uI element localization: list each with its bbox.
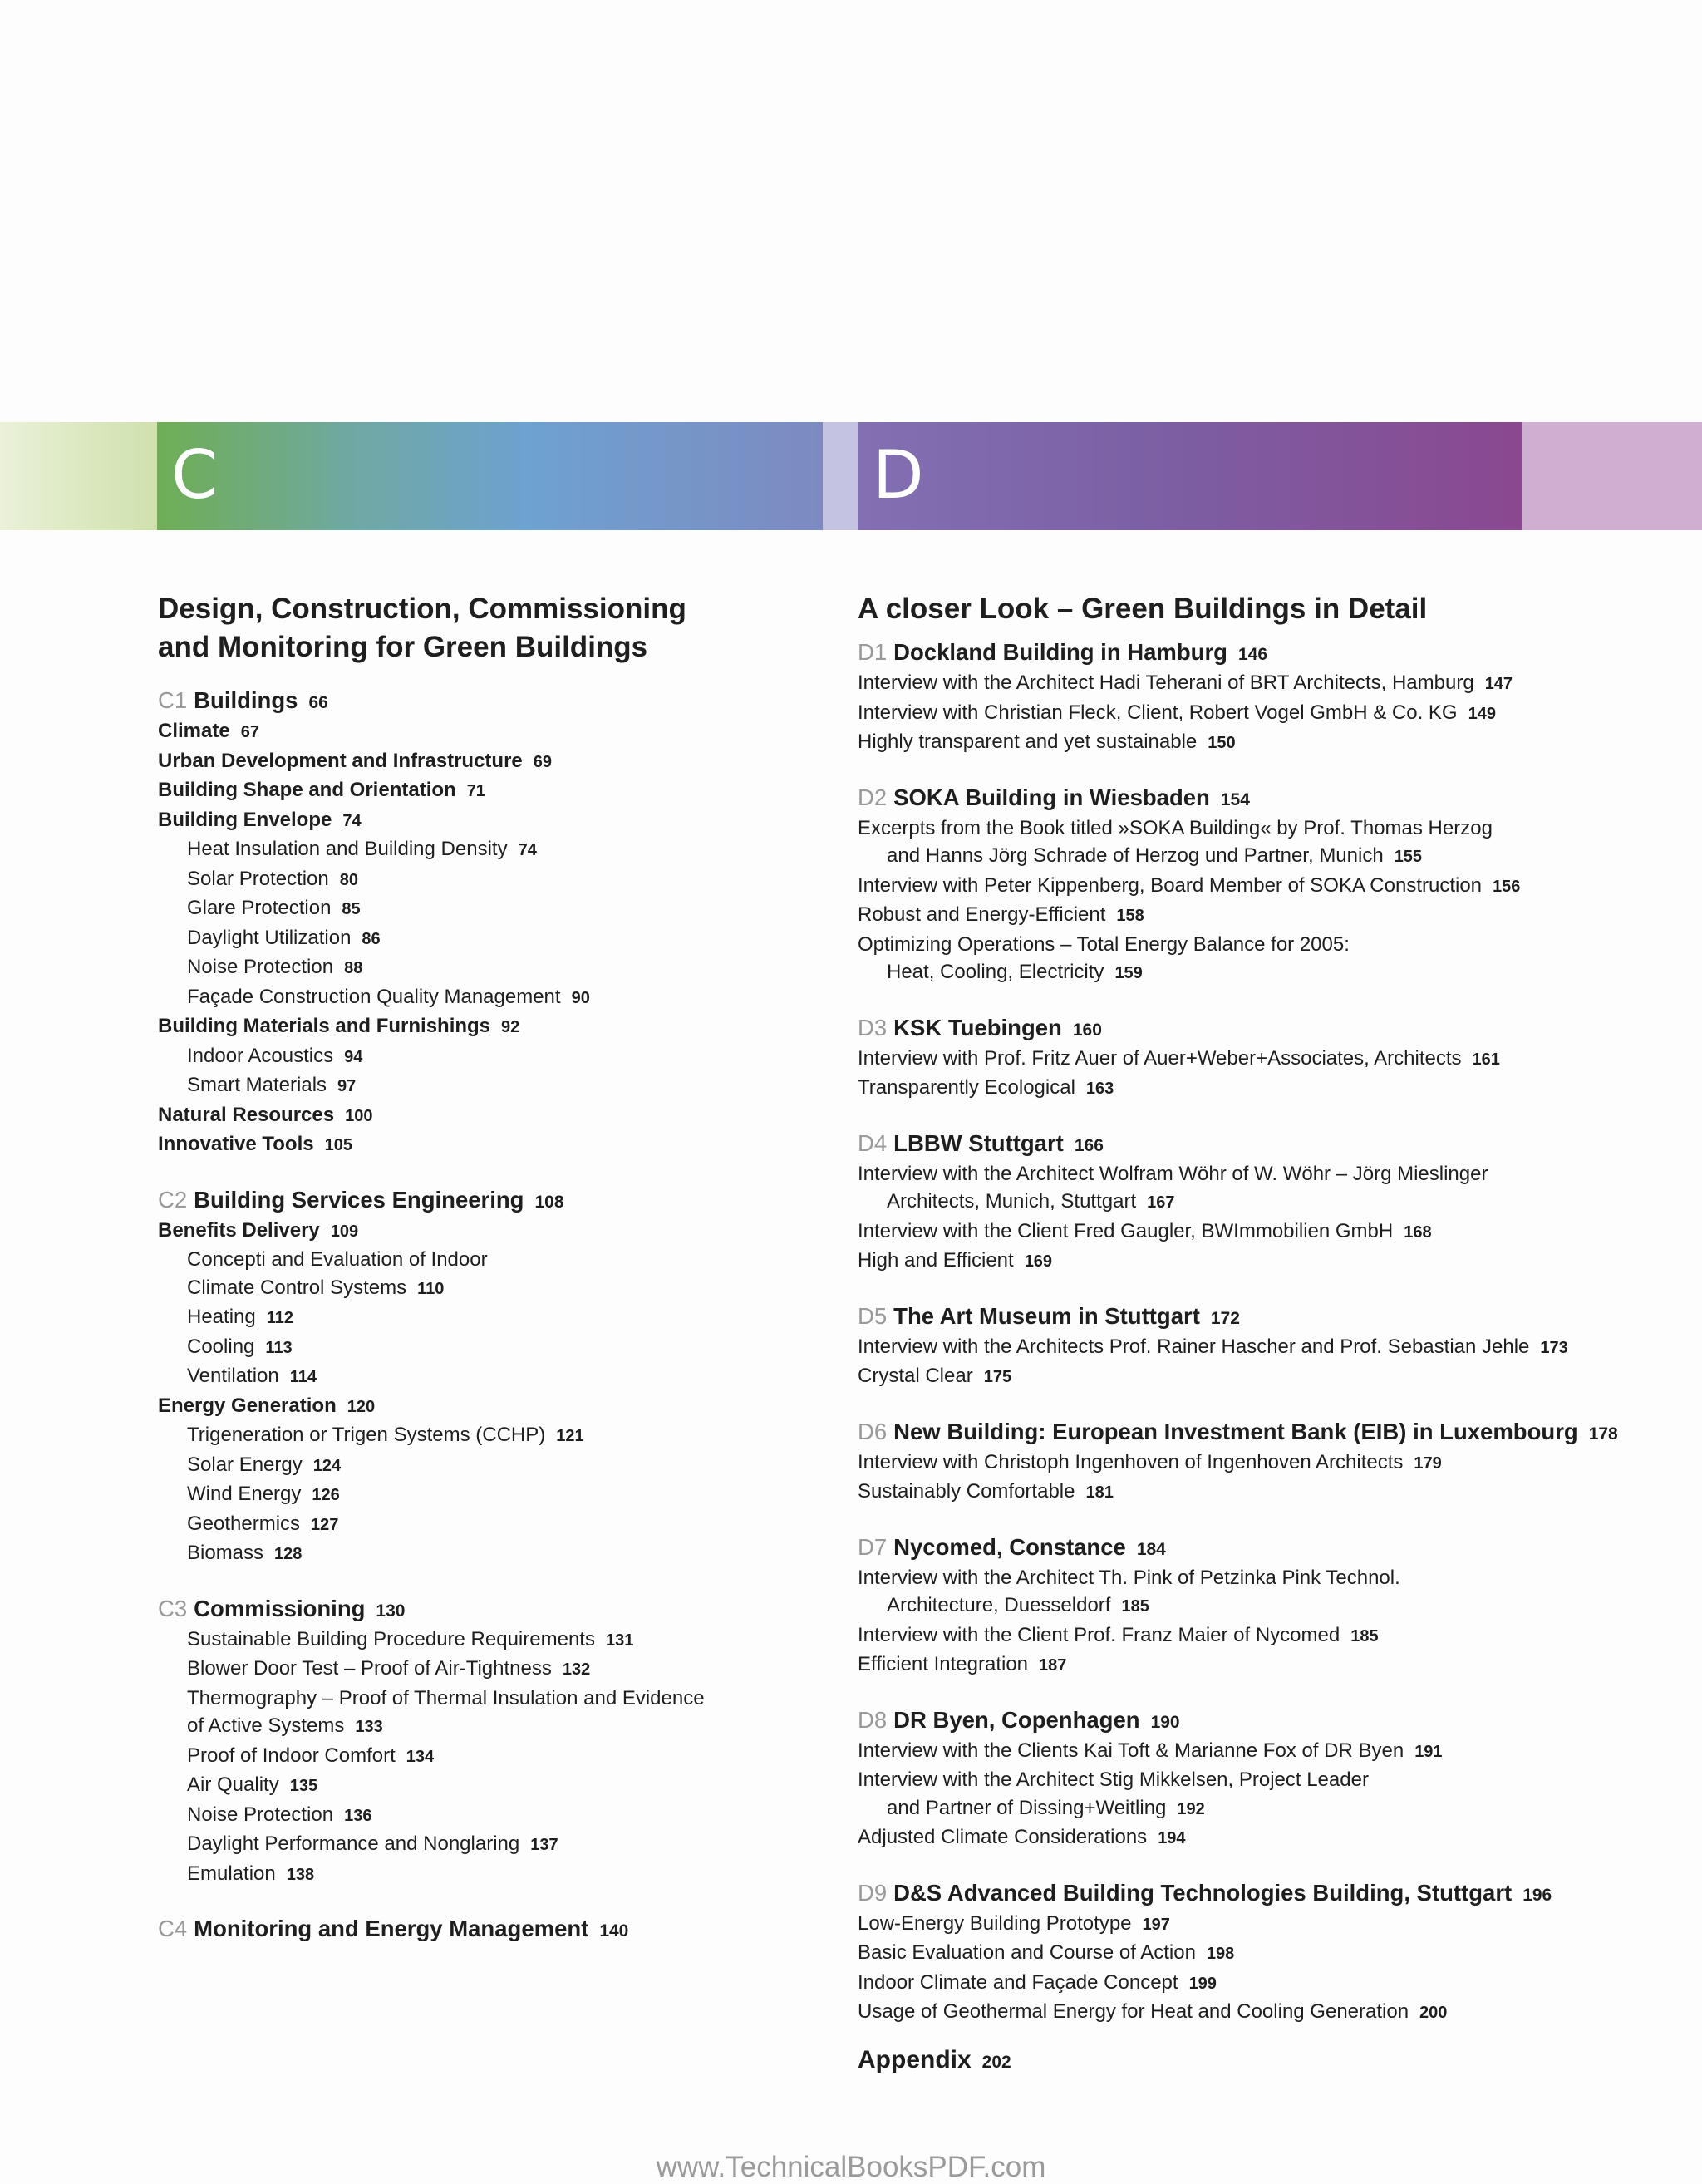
entry-page: 197 [1142,1915,1170,1934]
entry-title: Architects, Munich, Stuttgart [887,1190,1137,1213]
toc-entry[interactable] [858,1737,1689,1767]
toc-entry[interactable] [858,1333,1689,1363]
band-divider [823,422,858,530]
entry-page: 128 [274,1545,303,1563]
entry-page: 71 [466,782,485,800]
toc-section-d9 [858,1879,1689,2028]
section-heading[interactable] [858,638,1689,669]
entry-page: 126 [312,1486,340,1504]
section-code: C3 [158,1595,188,1621]
entry-title: Wind Energy [187,1483,302,1505]
entry-page: 69 [533,752,552,771]
entry-page: 120 [347,1397,376,1416]
entry-title: Interview with the Clients Kai Toft & Marianne Fox of DR Byen [858,1739,1404,1762]
section-heading[interactable] [858,784,1689,814]
entry-title: Innovative Tools [158,1133,314,1155]
section-gap [858,988,1689,1014]
toc-title-d [858,590,1689,628]
toc-entry[interactable] [858,901,1689,931]
toc-entry[interactable] [858,958,1689,988]
entry-title: Sustainably Comfortable [858,1480,1075,1503]
toc-entry[interactable] [158,1042,823,1072]
entry-page: 156 [1493,877,1521,896]
entry-page: 94 [344,1047,363,1066]
toc-column-d [858,590,1689,2074]
toc-section-d2 [858,784,1689,988]
entry-page: 198 [1206,1945,1235,1963]
appendix-entry[interactable] [858,2046,1689,2074]
section-page: 160 [1072,1020,1102,1040]
chapter-c-band [157,422,823,530]
appendix-page: 202 [981,2052,1011,2072]
entry-title: Benefits Delivery [158,1218,320,1242]
section-page: 154 [1220,789,1250,809]
toc-entry[interactable] [158,1655,823,1685]
section-heading[interactable] [858,1014,1689,1045]
entry-page: 163 [1085,1080,1114,1098]
toc-entry[interactable] [158,1421,823,1451]
entry-title: Cooling [187,1335,255,1358]
entry-title: Interview with the Architect Hadi Teherani of BRT Architects, Hamburg [858,671,1474,694]
section-heading[interactable] [858,1418,1689,1449]
section-heading[interactable] [858,1533,1689,1564]
toc-entry[interactable] [158,1274,823,1304]
toc-entry[interactable] [858,1969,1689,1999]
section-title: Dockland Building in Hamburg [893,639,1227,665]
toc-section-d1 [858,638,1689,758]
entry-page: 86 [362,929,381,948]
entry-title: Urban Development and Infrastructure [158,749,523,772]
entry-page: 136 [344,1806,372,1825]
toc-entry[interactable] [158,1771,823,1801]
entry-page: 155 [1394,848,1423,866]
section-gap [858,1853,1689,1879]
toc-entry[interactable] [158,1012,823,1042]
entry-title: Smart Materials [187,1074,327,1096]
toc-entry[interactable] [158,924,823,954]
entry-title: Indoor Climate and Façade Concept [858,1970,1178,1994]
entry-title: of Active Systems [187,1714,345,1737]
toc-entry[interactable] [158,983,823,1013]
toc-entry[interactable] [158,1451,823,1481]
section-title: SOKA Building in Wiesbaden [893,784,1210,810]
toc-section-c1 [158,686,823,1160]
toc-entry[interactable] [858,1823,1689,1853]
entry-page: 85 [342,900,361,918]
entry-page: 80 [339,870,359,889]
entry-title: Transparently Ecological [858,1076,1075,1099]
entry-title: Indoor Acoustics [187,1044,334,1067]
entry-page: 158 [1116,907,1144,925]
entry-page: 161 [1472,1050,1500,1069]
entry-title: Interview with the Architects Prof. Rainer Hascher and Prof. Sebastian Jehle [858,1335,1530,1358]
entry-page: 187 [1039,1656,1067,1675]
entry-page: 92 [501,1018,520,1036]
toc-entry[interactable] [158,806,823,836]
entry-title: Sustainable Building Procedure Requirements [187,1627,595,1650]
section-heading[interactable] [858,1706,1689,1737]
entry-title: Interview with the Client Prof. Franz Maier of Nycomed [858,1623,1340,1646]
toc-entry[interactable] [858,1939,1689,1969]
section-title: Commissioning [194,1595,366,1621]
toc-entry[interactable] [858,1794,1689,1824]
entry-page: 74 [518,841,537,859]
toc-entry[interactable] [158,835,823,865]
section-page: 140 [599,1921,629,1941]
toc-entry[interactable] [858,728,1689,758]
entry-title: Emulation [187,1862,276,1885]
entry-page: 134 [406,1747,435,1766]
section-gap [858,1392,1689,1418]
entry-title: Solar Energy [187,1453,303,1476]
entry-title: Highly transparent and yet sustainable [858,730,1198,753]
toc-entry[interactable] [158,1101,823,1131]
entry-title: Interview with the Architect Wolfram Wöhr of W. Wöhr – Jörg Mieslinger [858,1162,1488,1185]
entry-title: Interview with the Architect Th. Pink of Petzinka Pink Technol. [858,1566,1400,1589]
entry-page: 173 [1540,1338,1568,1357]
entry-title: Interview with the Architect Stig Mikkelsen, Project Leader [858,1768,1369,1791]
section-title: Buildings [194,687,298,713]
entry-title: Climate [158,720,230,742]
toc-entry[interactable] [858,1621,1689,1651]
toc-entry[interactable] [858,1160,1689,1188]
toc-entry[interactable] [158,1333,823,1363]
toc-title-line: Design, Construction, Commissioning [158,593,686,625]
entry-title: Low-Energy Building Prototype [858,1911,1132,1935]
entry-page: 90 [571,988,590,1007]
entry-page: 175 [983,1368,1012,1386]
entry-page: 169 [1024,1252,1053,1271]
section-heading[interactable] [158,1186,823,1217]
entry-title: Façade Construction Quality Management [187,985,561,1008]
entry-title: Trigeneration or Trigen Systems (CCHP) [187,1424,546,1446]
chapter-letter-c: C [171,436,218,514]
entry-page: 150 [1208,734,1236,752]
section-title: The Art Museum in Stuttgart [893,1302,1200,1329]
chapter-letter-d: D [873,436,924,514]
entry-title: Robust and Energy-Efficient [858,903,1106,926]
section-code: D5 [858,1302,888,1329]
toc-section-d3 [858,1014,1689,1104]
entry-title: Optimizing Operations – Total Energy Balance for 2005: [858,932,1350,956]
section-gap [858,1508,1689,1533]
section-code: C2 [158,1186,188,1213]
toc-entry[interactable] [858,1188,1689,1217]
toc-entry[interactable] [158,1712,823,1742]
entry-page: 131 [605,1631,634,1650]
band-left-fade [0,422,157,530]
section-title: Building Services Engineering [194,1186,524,1213]
entry-title: Daylight Performance and Nonglaring [187,1832,520,1855]
entry-title: Crystal Clear [858,1365,973,1387]
toc-section-d4 [858,1129,1689,1276]
section-code: D7 [858,1533,888,1560]
section-page: 190 [1150,1712,1180,1732]
entry-title: Geothermics [187,1512,301,1535]
section-title: New Building: European Investment Bank (EIB) in Luxembourg [893,1418,1578,1444]
entry-page: 135 [289,1777,318,1795]
section-page: 130 [376,1601,406,1621]
toc-section-d5 [858,1302,1689,1392]
toc-entry[interactable] [858,1564,1689,1592]
toc-entry[interactable] [158,1510,823,1540]
entry-page: 185 [1121,1597,1149,1616]
section-page: 172 [1210,1308,1240,1328]
entry-page: 113 [265,1338,293,1357]
toc-section-d6 [858,1418,1689,1508]
section-page: 166 [1074,1135,1104,1155]
toc-entry[interactable] [158,1217,823,1247]
entry-title: Energy Generation [158,1394,337,1417]
entry-page: 100 [345,1106,373,1125]
entry-title: Thermography – Proof of Thermal Insulation and Evidence [187,1686,705,1709]
entry-page: 137 [530,1836,558,1854]
section-code: D3 [858,1014,888,1040]
section-title: D&S Advanced Building Technologies Building, Stuttgart [893,1879,1513,1906]
entry-title: Building Envelope [158,808,332,831]
toc-section-d8 [858,1706,1689,1853]
entry-page: 109 [330,1222,359,1241]
toc-entry[interactable] [158,894,823,924]
band-right-fade [1522,422,1702,530]
section-page: 66 [308,693,328,712]
entry-title: Interview with Christoph Ingenhoven of Ingenhoven Architects [858,1450,1404,1473]
section-gap [158,1889,823,1915]
toc-entry[interactable] [158,747,823,777]
toc-entry[interactable] [158,1362,823,1392]
entry-page: 168 [1404,1222,1432,1242]
toc-entry[interactable] [858,814,1689,843]
toc-section-c4 [158,1915,823,1945]
section-heading[interactable] [158,1595,823,1626]
toc-entry[interactable] [858,1247,1689,1276]
entry-title: Basic Evaluation and Course of Action [858,1941,1196,1964]
section-heading[interactable] [158,1915,823,1945]
entry-title: Biomass [187,1542,264,1564]
toc-entry[interactable] [158,1480,823,1510]
entry-title: Concepti and Evaluation of Indoor [187,1248,488,1271]
toc-title-c [158,590,823,667]
entry-page: 88 [344,959,363,977]
toc-entry[interactable] [858,1998,1689,2028]
toc-entry[interactable] [158,1071,823,1101]
entry-title: Interview with Prof. Fritz Auer of Auer+Weber+Associates, Architects [858,1046,1462,1070]
toc-entry[interactable] [858,1074,1689,1104]
entry-title: High and Efficient [858,1249,1014,1272]
section-code: D1 [858,639,888,665]
section-title: Nycomed, Constance [893,1533,1126,1560]
entry-page: 132 [562,1660,591,1679]
toc-entry[interactable] [858,1045,1689,1075]
entry-page: 179 [1414,1454,1442,1473]
entry-title: Glare Protection [187,897,332,919]
entry-page: 121 [556,1427,584,1445]
section-code: C4 [158,1916,188,1941]
footer-watermark: www.TechnicalBooksPDF.com [656,2151,1046,2183]
entry-title: Climate Control Systems [187,1276,407,1299]
section-title: KSK Tuebingen [893,1014,1062,1040]
section-title: DR Byen, Copenhagen [893,1706,1140,1733]
section-page: 196 [1522,1885,1552,1905]
entry-page: 133 [355,1718,383,1736]
toc-entry[interactable] [858,872,1689,902]
section-gap [858,1276,1689,1302]
entry-title: Heat, Cooling, Electricity [887,961,1104,983]
entry-title: Ventilation [187,1365,279,1387]
entry-title: Interview with Peter Kippenberg, Board Member of SOKA Construction [858,873,1483,897]
section-gap [858,758,1689,784]
toc-section-c3 [158,1595,823,1890]
section-code: C1 [158,687,188,713]
entry-page: 200 [1419,2004,1448,2022]
entry-page: 191 [1414,1742,1443,1761]
entry-title: Proof of Indoor Comfort [187,1744,396,1767]
toc-entry[interactable] [158,1303,823,1333]
entry-title: Interview with the Client Fred Gaugler, BWImmobilien GmbH [858,1219,1394,1242]
entry-page: 185 [1350,1626,1379,1645]
entry-page: 110 [417,1279,445,1298]
entry-title: Natural Resources [158,1103,335,1126]
section-gap [858,1680,1689,1706]
entry-title: Usage of Geothermal Energy for Heat and Cooling Generation [858,2000,1409,2023]
entry-page: 105 [324,1136,352,1154]
toc-entry[interactable] [158,1742,823,1772]
entry-title: Noise Protection [187,956,334,978]
section-heading[interactable] [158,686,823,717]
section-gap [158,1569,823,1595]
toc-entry[interactable] [858,1910,1689,1940]
entry-title: and Hanns Jörg Schrade of Herzog und Partner, Munich [887,844,1384,867]
entry-title: Interview with Christian Fleck, Client, Robert Vogel GmbH & Co. KG [858,701,1458,724]
entry-title: Heat Insulation and Building Density [187,838,508,860]
entry-page: 127 [311,1515,339,1534]
toc-entry[interactable] [158,1246,823,1274]
toc-entry[interactable] [858,931,1689,959]
entry-title: Blower Door Test – Proof of Air-Tightness [187,1657,552,1680]
toc-section-d7 [858,1533,1689,1680]
toc-entry[interactable] [858,1449,1689,1478]
toc-section-c2 [158,1186,823,1569]
section-page: 184 [1136,1539,1166,1559]
section-heading[interactable] [858,1879,1689,1910]
entry-page: 67 [240,723,259,741]
entry-page: 167 [1147,1193,1175,1212]
toc-entry[interactable] [858,1217,1689,1247]
entry-title: Daylight Utilization [187,926,352,949]
toc-entry[interactable] [858,1478,1689,1508]
section-heading[interactable] [858,1129,1689,1160]
toc-entry[interactable] [158,1685,823,1713]
section-page: 108 [534,1192,564,1212]
entry-page: 138 [286,1865,315,1884]
toc-entry[interactable] [158,1860,823,1890]
entry-page: 114 [289,1368,317,1386]
entry-title: Excerpts from the Book titled »SOKA Building« by Prof. Thomas Herzog [858,816,1493,839]
toc-entry[interactable] [858,1591,1689,1621]
toc-entry[interactable] [858,1362,1689,1392]
entry-title: Building Materials and Furnishings [158,1015,491,1037]
toc-entry[interactable] [158,1130,823,1160]
entry-title: Adjusted Climate Considerations [858,1826,1148,1848]
entry-page: 74 [342,811,362,830]
toc-entry[interactable] [158,776,823,806]
section-page: 178 [1588,1424,1618,1444]
chapter-d-band [858,422,1522,530]
section-title: LBBW Stuttgart [893,1129,1064,1156]
entry-page: 159 [1114,964,1143,982]
toc-entry[interactable] [158,1830,823,1860]
entry-title: Solar Protection [187,867,329,890]
toc-entry[interactable] [858,1650,1689,1680]
entry-title: Building Shape and Orientation [158,779,456,801]
entry-title: and Partner of Dissing+Weitling [887,1796,1167,1819]
section-title: Monitoring and Energy Management [194,1916,589,1941]
entry-title: Noise Protection [187,1803,334,1826]
section-code: D6 [858,1418,888,1444]
section-code: D8 [858,1706,888,1733]
section-code: D9 [858,1879,888,1906]
entry-page: 124 [312,1456,342,1475]
section-page: 146 [1237,645,1268,664]
section-heading[interactable] [858,1302,1689,1333]
entry-page: 112 [266,1309,293,1327]
toc-entry[interactable] [158,953,823,983]
entry-title: Architecture, Duesseldorf [887,1594,1111,1616]
toc-entry[interactable] [158,1626,823,1655]
entry-page: 192 [1177,1799,1205,1818]
toc-entry[interactable] [158,865,823,895]
toc-entry[interactable] [158,1539,823,1569]
toc-title-line: A closer Look – Green Buildings in Detail [858,593,1428,625]
toc-entry[interactable] [858,669,1689,699]
entry-title: Heating [187,1306,256,1328]
toc-column-c [158,590,823,1945]
toc-entry[interactable] [858,842,1689,872]
entry-page: 97 [337,1077,357,1095]
appendix-label: Appendix [858,2045,972,2073]
toc-title-line: and Monitoring for Green Buildings [158,631,648,663]
toc-entry[interactable] [158,1392,823,1422]
toc-entry[interactable] [858,1766,1689,1794]
section-code: D2 [858,784,888,810]
toc-entry[interactable] [158,1801,823,1831]
entry-page: 194 [1158,1829,1186,1847]
entry-title: Air Quality [187,1773,279,1796]
entry-page: 147 [1484,675,1513,693]
section-gap [158,1160,823,1186]
entry-page: 199 [1188,1974,1217,1993]
toc-entry[interactable] [158,717,823,747]
toc-entry[interactable] [858,699,1689,729]
section-code: D4 [858,1129,888,1156]
entry-title: Efficient Integration [858,1653,1029,1675]
section-gap [858,1104,1689,1129]
entry-page: 149 [1468,704,1496,723]
entry-page: 181 [1085,1483,1114,1502]
